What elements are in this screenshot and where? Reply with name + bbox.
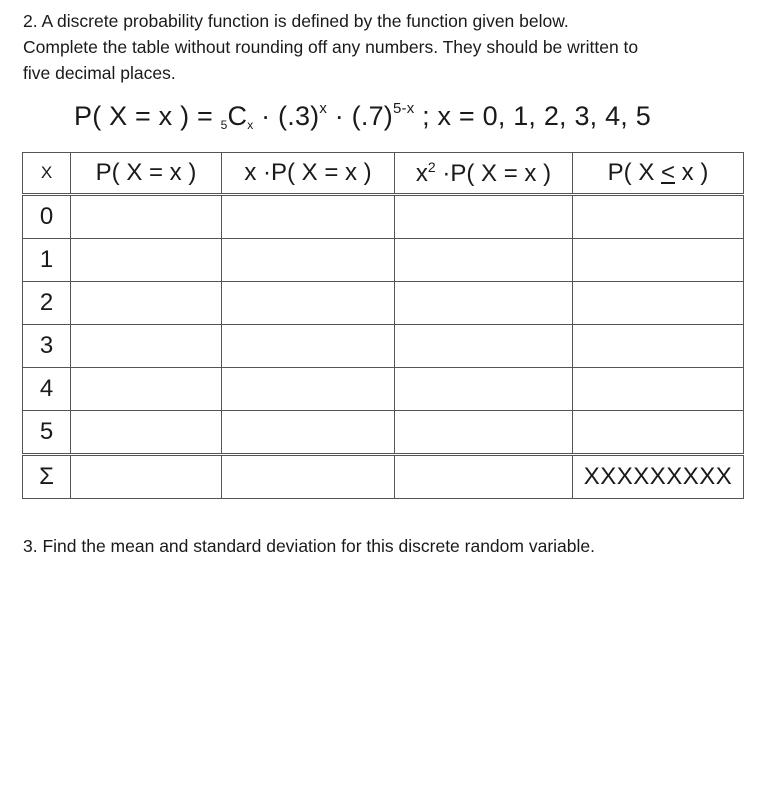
cell-cumulative-probability[interactable] <box>573 368 744 411</box>
probability-table <box>22 152 744 499</box>
cell-x-times-probability[interactable] <box>222 368 395 411</box>
question-2-line-3: five decimal places. <box>23 63 176 83</box>
cell-probability[interactable] <box>71 195 222 239</box>
row-x-value: 1 <box>23 239 71 282</box>
formula-comb-x: x <box>247 118 254 132</box>
cell-probability[interactable] <box>71 368 222 411</box>
cell-x-squared-times-probability[interactable] <box>395 195 573 239</box>
formula-p-base: (.3) <box>278 101 320 131</box>
cell-x-squared-times-probability[interactable] <box>395 325 573 368</box>
header-cdf-operator: < <box>661 159 676 186</box>
table-sum-row <box>23 455 744 499</box>
question-2 <box>23 8 763 86</box>
header-x2p-base: x <box>415 159 428 187</box>
sum-probability[interactable] <box>71 455 222 499</box>
question-2-line-1: 2. A discrete probability function is defined by the function given below. <box>23 11 569 31</box>
sum-x-times-probability[interactable] <box>222 455 395 499</box>
cell-x-times-probability[interactable] <box>222 325 395 368</box>
cell-probability[interactable] <box>71 282 222 325</box>
sum-symbol: Σ <box>23 455 71 499</box>
cell-x-squared-times-probability[interactable] <box>395 239 573 282</box>
row-x-value: 4 <box>23 368 71 411</box>
cell-probability[interactable] <box>71 411 222 455</box>
header-probability: P( X = x ) <box>71 153 222 195</box>
header-x: X <box>23 153 71 195</box>
cell-cumulative-probability[interactable] <box>573 411 744 455</box>
formula-domain: ; x = 0, 1, 2, 3, 4, 5 <box>414 101 651 131</box>
cell-x-squared-times-probability[interactable] <box>395 411 573 455</box>
cell-x-squared-times-probability[interactable] <box>395 368 573 411</box>
cell-x-squared-times-probability[interactable] <box>395 282 573 325</box>
table-row <box>23 195 744 239</box>
row-x-value: 3 <box>23 325 71 368</box>
cell-x-times-probability[interactable] <box>222 239 395 282</box>
cell-probability[interactable] <box>71 325 222 368</box>
cell-cumulative-probability[interactable] <box>573 195 744 239</box>
question-3: 3. Find the mean and standard deviation for this discrete random variable. <box>23 536 595 556</box>
table-row <box>23 239 744 282</box>
header-x-squared-times-probability <box>395 153 573 195</box>
cell-probability[interactable] <box>71 239 222 282</box>
table-row <box>23 368 744 411</box>
formula-dot-1: · <box>253 101 279 131</box>
header-cdf-post: x ) <box>675 159 709 186</box>
formula-q-exponent: 5-x <box>392 100 415 117</box>
sum-x-squared-times-probability[interactable] <box>395 455 573 499</box>
row-x-value: 5 <box>23 411 71 455</box>
cell-x-times-probability[interactable] <box>222 282 395 325</box>
header-x2p-rest: ·P( X = x ) <box>435 159 552 187</box>
question-2-line-2: Complete the table without rounding off any numbers. They should be written to <box>23 37 639 57</box>
row-x-value: 0 <box>23 195 71 239</box>
formula-dot-2: · <box>327 101 352 131</box>
formula-comb-n: 5 <box>220 118 228 132</box>
table-row <box>23 325 744 368</box>
table-row <box>23 411 744 455</box>
probability-formula <box>74 100 651 132</box>
header-cumulative-probability <box>573 153 744 195</box>
table-row <box>23 282 744 325</box>
cell-cumulative-probability[interactable] <box>573 239 744 282</box>
header-x-times-probability: x ·P( X = x ) <box>222 153 395 195</box>
formula-lhs: P( X = x ) = <box>74 101 221 131</box>
table-header-row <box>23 153 744 195</box>
sum-cumulative-placeholder: XXXXXXXXX <box>573 455 744 499</box>
formula-p-exponent: x <box>319 100 328 117</box>
formula-comb-c: C <box>227 101 248 131</box>
row-x-value: 2 <box>23 282 71 325</box>
formula-q-base: (.7) <box>351 101 393 131</box>
cell-x-times-probability[interactable] <box>222 195 395 239</box>
cell-cumulative-probability[interactable] <box>573 282 744 325</box>
header-x2p-exponent: 2 <box>427 158 436 175</box>
cell-cumulative-probability[interactable] <box>573 325 744 368</box>
header-cdf-pre: P( X <box>607 159 661 186</box>
cell-x-times-probability[interactable] <box>222 411 395 455</box>
